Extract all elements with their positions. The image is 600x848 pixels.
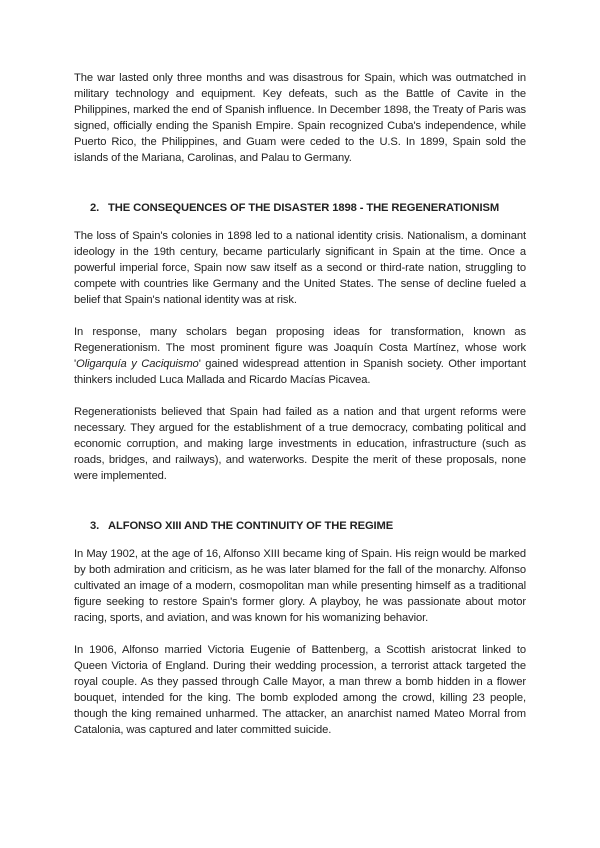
section-2-paragraph-2 bbox=[74, 324, 526, 388]
section-2-paragraph-2-end: ' gained widespread attention in Spanish society. Other important thinkers included Luca Mallada and Ricardo Macías Picavea. bbox=[74, 358, 526, 386]
section-2-paragraph-1: The loss of Spain's colonies in 1898 led to a national identity crisis. Nationalism, a dominant ideology in the 19th century, became particularly significant in Spain at the time. Once a powerful imperial force, Spain now saw itself as a second or third-rate nation, struggling to compete with countries like Germany and the United States. The sense of decline fueled a belief that Spain's national identity was at risk. bbox=[74, 230, 526, 306]
section-2-paragraph-2-start: In response, many scholars began proposing ideas for transformation, known as Regenerationism. The most prominent figure was Joaquín Costa Martínez, whose work ' bbox=[74, 326, 526, 370]
section-3-heading bbox=[90, 518, 526, 534]
section-2-title: THE CONSEQUENCES OF THE DISASTER 1898 - THE REGENERATIONISM bbox=[108, 202, 500, 214]
section-3-paragraph-1: In May 1902, at the age of 16, Alfonso XIII became king of Spain. His reign would be marked by both admiration and criticism, as he was later blamed for the fall of the monarchy. Alfonso cultivated an image of a modern, cosmopolitan man while presenting himself as a traditional figure seeking to restore Spain's former glory. A playboy, he was passionate about motor racing, sports, and aviation, and was known for his womanizing behavior. bbox=[74, 548, 526, 624]
section-3-number: 3. bbox=[90, 520, 100, 532]
section-2-heading bbox=[90, 200, 526, 216]
section-2-number: 2. bbox=[90, 202, 100, 214]
book-title-italic: Oligarquía y Caciquismo bbox=[76, 358, 199, 370]
section-3-paragraph-2: In 1906, Alfonso married Victoria Eugenie of Battenberg, a Scottish aristocrat linked to Queen Victoria of England. During their wedding procession, a terrorist attack targeted the royal couple. As they passed through Calle Mayor, a man threw a bomb hidden in a flower bouquet, intended for the king. The bomb exploded among the crowd, killing 23 people, though the king remained unharmed. The attacker, an anarchist named Mateo Morral from Catalonia, was captured and later committed suicide. bbox=[74, 644, 526, 736]
intro-paragraph: The war lasted only three months and was disastrous for Spain, which was outmatched in military technology and equipment. Key defeats, such as the Battle of Cavite in the Philippines, marked the end of Spanish influence. In December 1898, the Treaty of Paris was signed, officially ending the Spanish Empire. Spain recognized Cuba's independence, while Puerto Rico, the Philippines, and Guam were ceded to the U.S. In 1899, Spain sold the islands of the Mariana, Carolinas, and Palau to Germany. bbox=[74, 72, 526, 164]
section-3-title: ALFONSO XIII AND THE CONTINUITY OF THE REGIME bbox=[108, 520, 394, 532]
section-2-paragraph-3: Regenerationists believed that Spain had failed as a nation and that urgent reforms were necessary. They argued for the establishment of a true democracy, combating political and economic corruption, and making large investments in education, infrastructure (such as roads, bridges, and railways), and waterworks. Despite the merit of these proposals, none were implemented. bbox=[74, 406, 526, 482]
